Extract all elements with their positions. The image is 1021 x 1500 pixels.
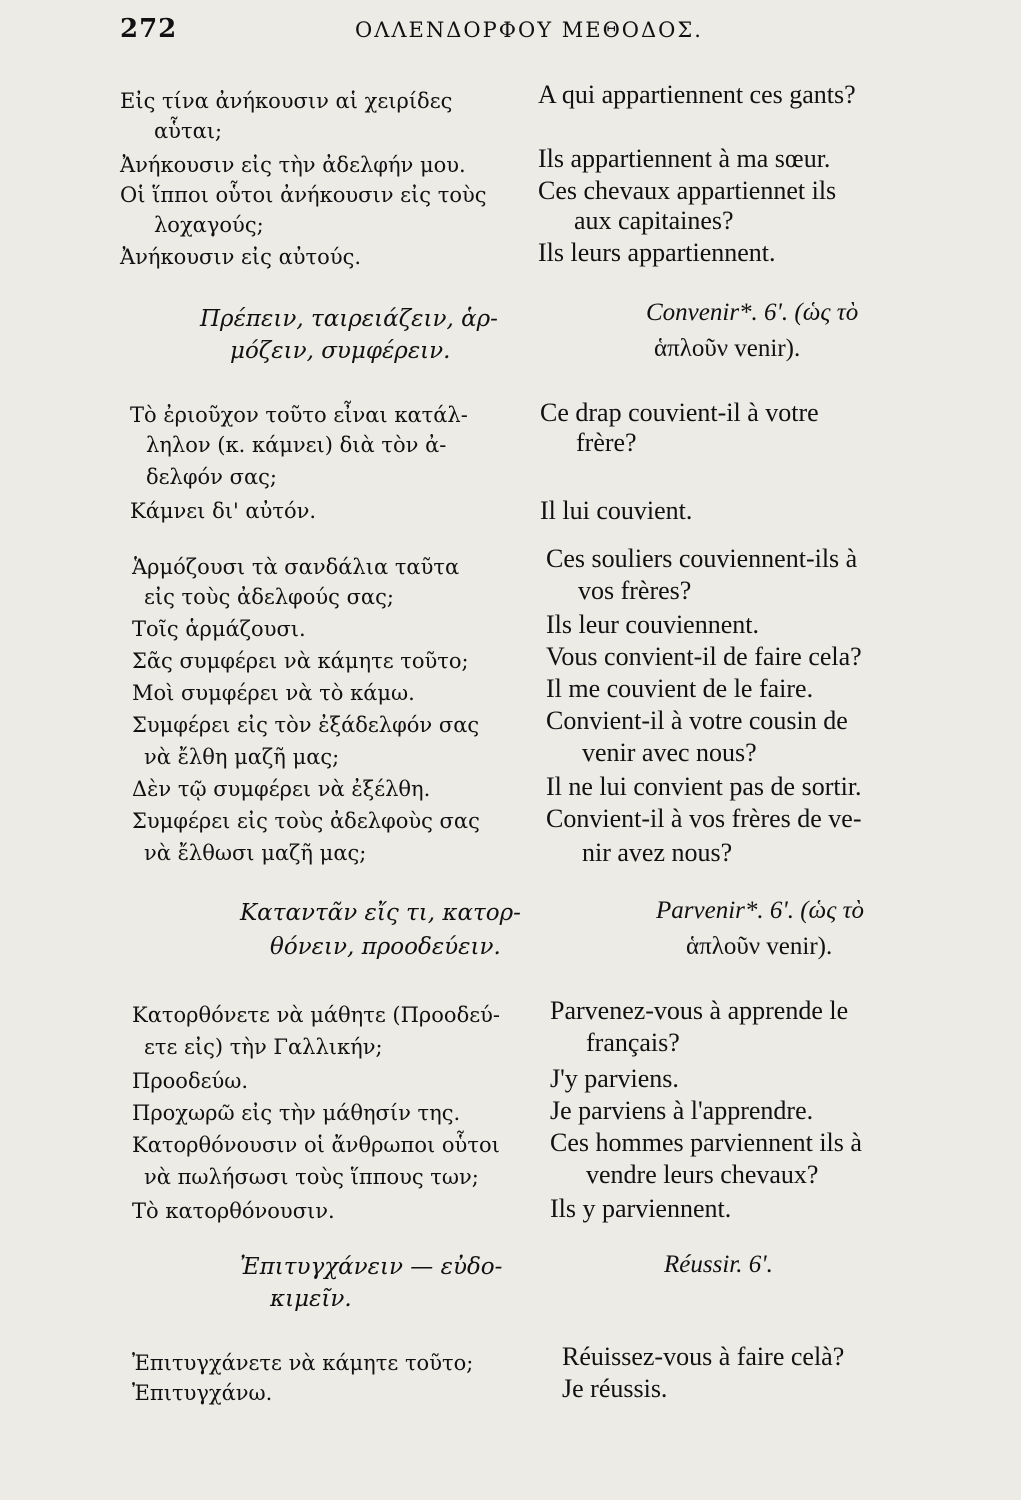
greek-line: νὰ ἔλθωσι μαζῆ μας;	[144, 841, 367, 865]
greek-section-heading: θόνειν, προοδεύειν.	[270, 934, 501, 960]
greek-section-heading: μόζειν, συμφέρειν.	[230, 338, 451, 364]
french-line: Il lui couvient.	[540, 496, 693, 525]
greek-line: Δὲν τῷ συμφέρει νὰ ἐξέλθη.	[132, 777, 431, 801]
french-line: nir avez nous?	[582, 838, 733, 867]
greek-section-heading: Ἐπιτυγχάνειν — εὐδο-	[240, 1254, 503, 1280]
greek-line: Σᾶς συμφέρει νὰ κάμητε τοῦτο;	[132, 649, 469, 673]
french-section-heading: ἁπλοῦν venir).	[654, 335, 801, 362]
running-title: ΟΛΛΕΝΔΟΡΦΟΥ ΜΕΘΟΔΟΣ.	[355, 18, 703, 42]
greek-line: Κάμνει δι' αὐτόν.	[130, 499, 317, 523]
french-line: Je parviens à l'apprendre.	[550, 1096, 814, 1125]
greek-line: Ἀνήκουσιν εἰς αὐτούς.	[120, 245, 362, 269]
greek-line: νὰ ἔλθη μαζῆ μας;	[144, 745, 340, 769]
french-line: Réuissez-vous à faire celà?	[562, 1342, 845, 1371]
greek-section-heading: κιμεῖν.	[270, 1286, 352, 1312]
french-line: Ces souliers couviennent-ils à	[546, 544, 858, 573]
greek-line: ετε εἰς) τὴν Γαλλικήν;	[144, 1035, 383, 1059]
french-line: Je réussis.	[562, 1374, 668, 1403]
greek-line: Ἁρμόζουσι τὰ σανδάλια ταῦτα	[132, 555, 460, 579]
greek-line: Συμφέρει εἰς τὸν ἐξάδελφόν σας	[132, 713, 480, 737]
greek-line: Κατορθόνετε νὰ μάθητε (Προοδεύ-	[132, 1003, 500, 1027]
greek-line: Προχωρῶ εἰς τὴν μάθησίν της.	[132, 1101, 461, 1125]
french-line: Ces hommes parviennent ils à	[550, 1128, 862, 1157]
french-line: Parvenez-vous à apprende le	[550, 996, 849, 1025]
french-line: J'y parviens.	[550, 1064, 679, 1093]
french-section-heading: Convenir*. 6'. (ὡς τὸ	[646, 299, 859, 326]
french-line: A qui appartiennent ces gants?	[538, 80, 856, 109]
greek-line: Ἐπιτυγχάνω.	[132, 1381, 273, 1405]
greek-line: εἰς τοὺς ἀδελφούς σας;	[144, 585, 394, 609]
greek-line: Εἰς τίνα ἀνήκουσιν αἱ χειρίδες	[120, 89, 453, 113]
greek-line: νὰ πωλήσωσι τοὺς ἵππους των;	[144, 1165, 479, 1189]
greek-line: Κατορθόνουσιν οἱ ἄνθρωποι οὗτοι	[132, 1133, 500, 1157]
french-line: vos frères?	[578, 576, 692, 605]
french-line: frère?	[576, 428, 637, 457]
french-line: Ils appartiennent à ma sœur.	[538, 144, 831, 173]
french-line: français?	[586, 1028, 680, 1057]
greek-line: αὗται;	[154, 119, 223, 143]
greek-line: Ἐπιτυγχάνετε νὰ κάμητε τοῦτο;	[132, 1351, 474, 1375]
french-section-heading: ἁπλοῦν venir).	[686, 933, 833, 960]
french-line: venir avec nous?	[582, 738, 757, 767]
greek-line: ληλον (κ. κάμνει) διὰ τὸν ἀ-	[146, 433, 447, 457]
french-section-heading: Réussir. 6'.	[664, 1251, 773, 1278]
greek-line: Οἱ ἵπποι οὗτοι ἀνήκουσιν εἰς τοὺς	[120, 183, 487, 207]
greek-section-heading: Καταντᾶν εἴς τι, κατορ-	[240, 900, 521, 926]
greek-line: Προοδεύω.	[132, 1069, 249, 1093]
page-header	[120, 14, 920, 50]
french-line: Ils leurs appartiennent.	[538, 238, 776, 267]
greek-line: Μοὶ συμφέρει νὰ τὸ κάμω.	[132, 681, 415, 705]
greek-line: Συμφέρει εἰς τοὺς ἀδελφοὺς σας	[132, 809, 480, 833]
greek-line: Ἀνήκουσιν εἰς τὴν ἀδελφήν μου.	[120, 153, 466, 177]
french-section-heading: Parvenir*. 6'. (ὡς τὸ	[656, 897, 865, 924]
french-line: Ils leur couviennent.	[546, 610, 759, 639]
greek-line: Τὸ ἐριοῦχον τοῦτο εἶναι κατάλ-	[130, 403, 468, 427]
french-line: Ce drap couvient-il à votre	[540, 398, 819, 427]
french-line: Convient-il à vos frères de ve-	[546, 804, 862, 833]
greek-section-heading: Πρέπειν, ταιρειάζειν, ἁρ-	[200, 306, 498, 332]
page-number: 272	[120, 14, 178, 44]
french-line: Ces chevaux appartiennet ils	[538, 176, 837, 205]
french-line: vendre leurs chevaux?	[586, 1160, 819, 1189]
french-line: Il me couvient de le faire.	[546, 674, 814, 703]
french-line: Il ne lui convient pas de sortir.	[546, 772, 862, 801]
greek-line: Τὸ κατορθόνουσιν.	[132, 1199, 335, 1223]
french-line: Convient-il à votre cousin de	[546, 706, 848, 735]
french-line: Vous convient-il de faire cela?	[546, 642, 862, 671]
greek-line: Τοῖς ἁρμάζουσι.	[132, 617, 306, 641]
french-line: Ils y parviennent.	[550, 1194, 732, 1223]
greek-line: λοχαγούς;	[154, 213, 264, 237]
french-line: aux capitaines?	[574, 206, 734, 235]
greek-line: δελφόν σας;	[146, 465, 277, 489]
